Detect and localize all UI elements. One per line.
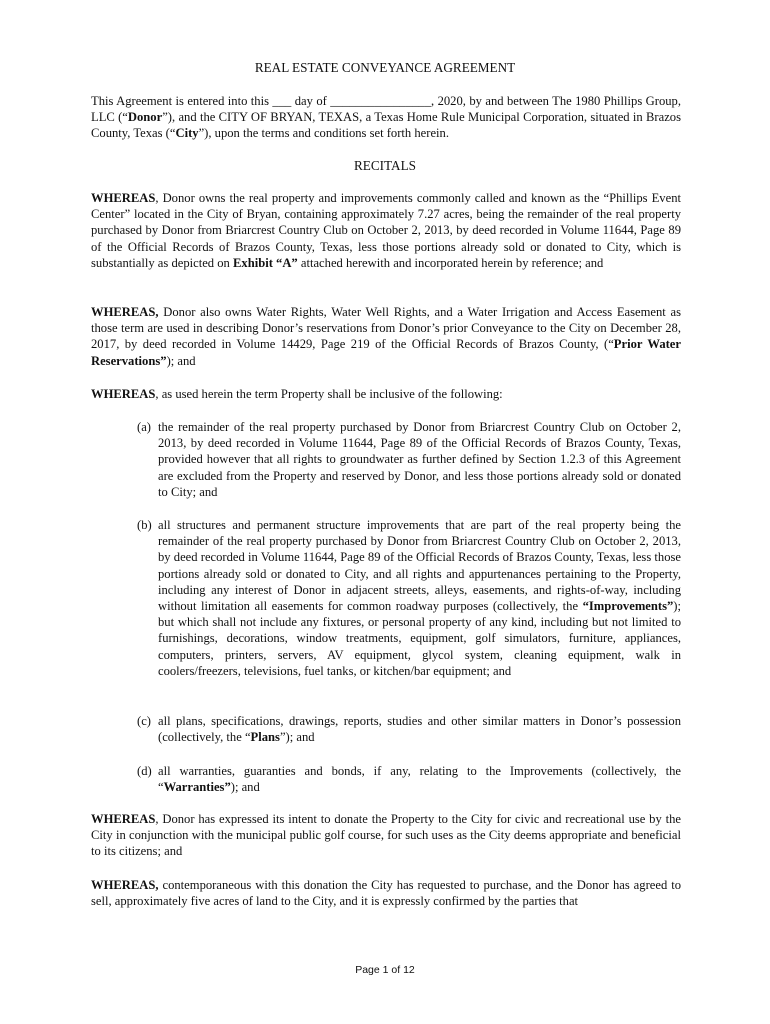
whereas-paragraph-4: WHEREAS, Donor has expressed its intent to donate the Property to the City for civic and recreational use by the City in conjunction with the municipal public golf course, for such uses as the City deems appropriate and beneficial to its citizens; and xyxy=(91,812,681,859)
document-title: REAL ESTATE CONVEYANCE AGREEMENT xyxy=(254,60,516,75)
city-term: City xyxy=(175,126,199,141)
exhibit-a-reference: Exhibit “A” xyxy=(233,255,298,270)
list-item-label: (c) xyxy=(137,714,151,728)
list-item-label: (d) xyxy=(137,764,152,778)
list-item-d xyxy=(137,763,681,795)
list-item-label: (b) xyxy=(137,518,152,532)
whereas-paragraph-3: WHEREAS, as used herein the term Property shall be inclusive of the following: xyxy=(91,387,503,401)
donor-term: Donor xyxy=(127,110,163,125)
list-item-text: the remainder of the real property purchased by Donor from Briarcrest Country Club on October 2, 2013, by deed recorded in Volume 11644, Page 89 of the Official Records of Brazos County, Texas, provided however that all rights to groundwater as further defined by Section 1.2.3 of this Agreement are excluded from the Property and reserved by Donor, and less those portions already sold or donated to City; and xyxy=(158,420,681,499)
list-item-a xyxy=(137,419,681,500)
whereas-paragraph-1: WHEREAS, Donor owns the real property and improvements commonly called and known as the “Phillips Event Center” located in the City of Bryan, containing approximately 7.27 acres, being the remainder of the real property purchased by Donor from Briarcrest Country Club on October 2, 2013, by deed recorded in Volume 11644, Page 89 of the Official Records of Brazos County, Texas, less those portions already sold or donated to City, which is substantially as depicted on Exhibit “A” attached herewith and incorporated herein by reference; and xyxy=(91,191,681,270)
list-item-b xyxy=(137,517,681,679)
page-number-footer: Page 1 of 12 xyxy=(355,964,415,976)
list-item-text: all warranties, guaranties and bonds, if any, relating to the Improvements (collectively, the “Warranties”); and xyxy=(158,764,681,795)
recitals-heading: RECITALS xyxy=(354,158,416,173)
whereas-paragraph-2: WHEREAS, Donor also owns Water Rights, Water Well Rights, and a Water Irrigation and Access Easement as those term are used in describing Donor’s reservations from Donor’s prior Conveyance to the City on December 28, 2017, by deed recorded in Volume 14429, Page 219 of the Official Records of Brazos County, (“Prior Water Reservations”); and xyxy=(91,305,681,368)
list-item-text: all structures and permanent structure improvements that are part of the real property being the remainder of the real property purchased by Donor from Briarcrest Country Club on October 2, 2013, by deed recorded in Volume 11644, Page 89 of the Official Records of Brazos County, Texas, less those portions already sold or donated to City, and all rights and appurtenances pertaining to the Property, including any interest of Donor in adjacent streets, alleys, easements, and rights-of-way, including without limitation all easements for common roadway purposes (collectively, the “Improvements”); but which shall not include any fixtures, or personal property of any kind, including but not limited to furnishings, decorations, window treatments, equipment, golf simulators, furniture, appliances, computers, printers, servers, AV equipment, glycol system, cleaning equipment, walk in coolers/freezers, televisions, fuel tanks, or kitchen/bar equipment; and xyxy=(158,518,681,678)
list-item-label: (a) xyxy=(137,420,151,434)
intro-paragraph: This Agreement is entered into this ___ day of ________________, 2020, by and between The 1980 Phillips Group, LLC (“Donor”), and the CITY OF BRYAN, TEXAS, a Texas Home Rule Municipal Corporation, situated in Brazos County, Texas (“City”), upon the terms and conditions set forth herein. xyxy=(91,94,681,141)
list-item-c xyxy=(137,713,681,745)
whereas-paragraph-5: WHEREAS, contemporaneous with this donation the City has requested to purchase, and the Donor has agreed to sell, approximately five acres of land to the City, and it is expressly confirmed by the parties that xyxy=(91,878,681,909)
list-item-text: all plans, specifications, drawings, reports, studies and other similar matters in Donor’s possession (collectively, the “Plans”); and xyxy=(158,714,681,745)
